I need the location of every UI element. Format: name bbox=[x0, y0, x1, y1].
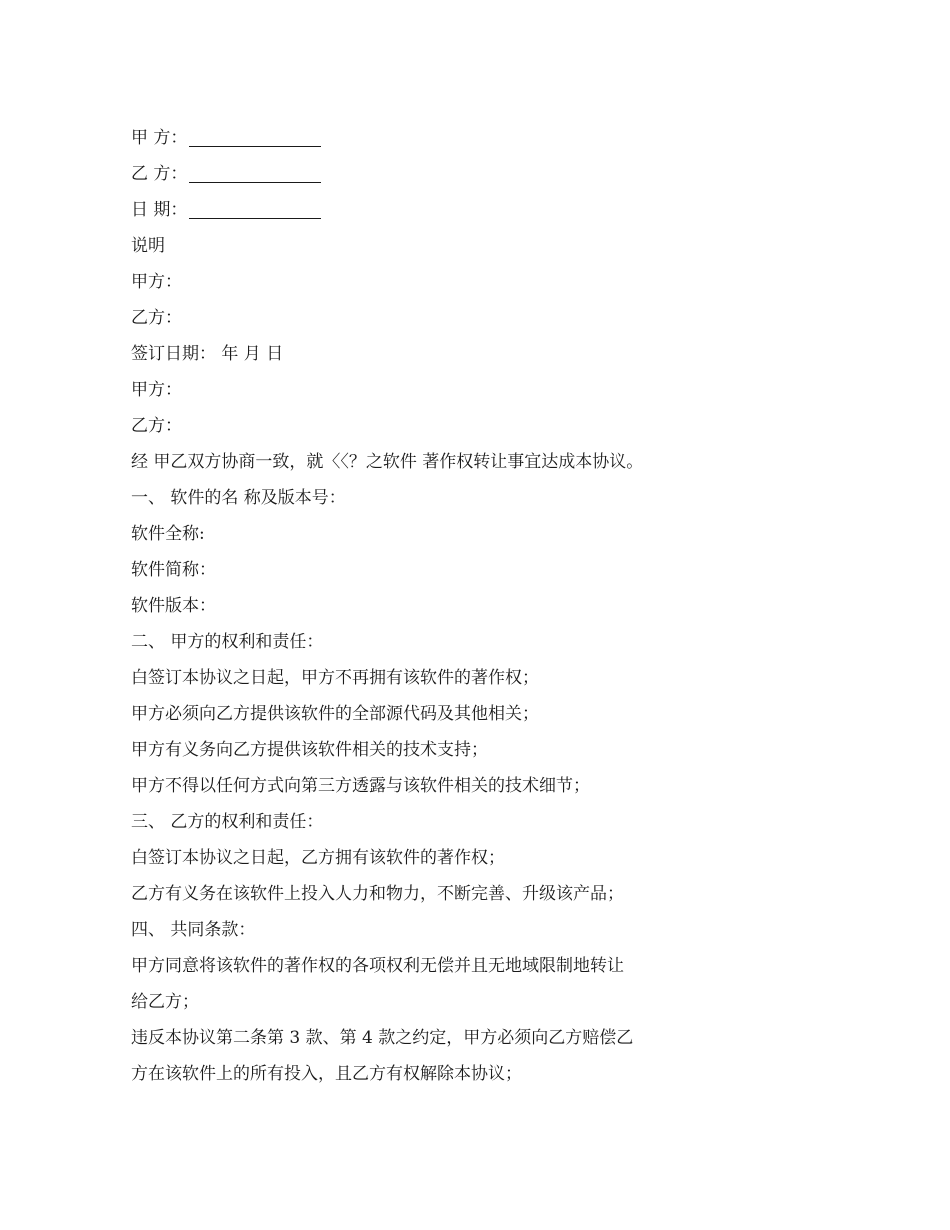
software-short-name: 软件简称： bbox=[131, 560, 216, 580]
party-a-blank bbox=[189, 122, 321, 147]
signing-date-line: 签订日期： 年 月 日 bbox=[131, 344, 284, 364]
section-4-clause-2a: 违反本协议第二条第 3 款、第 4 款之约定，甲方必须向乙方赔偿乙 bbox=[131, 1028, 634, 1048]
party-a-line: 甲方： bbox=[131, 272, 182, 292]
software-full-name: 软件全称: bbox=[131, 524, 205, 544]
party-b-label: 乙 方： bbox=[131, 164, 188, 184]
section-4-clause-2b: 方在该软件上的所有投入，且乙方有权解除本协议； bbox=[131, 1064, 522, 1084]
section-2-clause-3: 甲方有义务向乙方提供该软件相关的技术支持； bbox=[131, 740, 488, 760]
party-a-line-2: 甲方： bbox=[131, 380, 182, 400]
date-label: 日 期： bbox=[131, 200, 188, 220]
section-1-heading: 一、 软件的名 称及版本号： bbox=[131, 488, 346, 508]
section-3-clause-1: 白签订本协议之日起，乙方拥有该软件的著作权； bbox=[131, 848, 505, 868]
note-heading: 说明 bbox=[131, 236, 165, 256]
section-4-clause-1b: 给乙方； bbox=[131, 992, 199, 1012]
document-body bbox=[131, 120, 831, 1092]
party-b-blank bbox=[189, 158, 321, 183]
preamble: 经 甲乙双方协商一致，就〈〈？之软件 著作权转让事宜达成本协议。 bbox=[131, 452, 644, 472]
party-a-signature-line bbox=[131, 120, 831, 156]
section-3-clause-2: 乙方有义务在该软件上投入人力和物力，不断完善、升级该产品； bbox=[131, 884, 624, 904]
section-2-clause-2: 甲方必须向乙方提供该软件的全部源代码及其他相关； bbox=[131, 704, 539, 724]
section-4-heading: 四、 共同条款： bbox=[131, 920, 256, 940]
section-2-heading: 二、 甲方的权利和责任： bbox=[131, 632, 324, 652]
date-blank bbox=[189, 194, 321, 219]
software-version: 软件版本： bbox=[131, 596, 216, 616]
party-b-line-2: 乙方： bbox=[131, 416, 182, 436]
section-2-clause-4: 甲方不得以任何方式向第三方透露与该软件相关的技术细节； bbox=[131, 776, 590, 796]
party-b-signature-line bbox=[131, 156, 831, 192]
party-a-label: 甲 方： bbox=[131, 128, 188, 148]
party-b-line: 乙方： bbox=[131, 308, 182, 328]
section-2-clause-1: 白签订本协议之日起，甲方不再拥有该软件的著作权； bbox=[131, 668, 539, 688]
section-3-heading: 三、 乙方的权利和责任： bbox=[131, 812, 324, 832]
section-4-clause-1a: 甲方同意将该软件的著作权的各项权利无偿并且无地域限制地转让 bbox=[131, 956, 624, 976]
date-signature-line bbox=[131, 192, 831, 228]
